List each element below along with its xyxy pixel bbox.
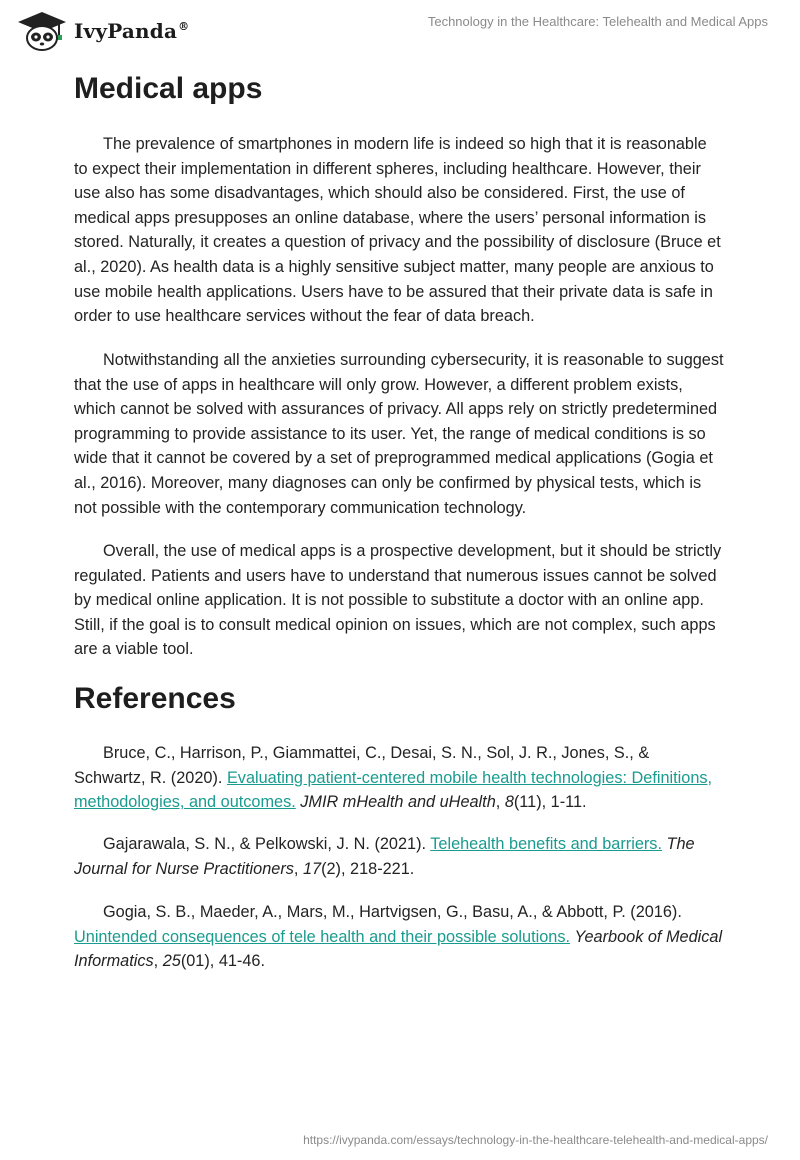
reference-item: Bruce, C., Harrison, P., Giammattei, C., Desai, S. N., Sol, J. R., Jones, S., & Schwartz, R. (2020). Evaluating patient-centered mobile health technologies: Definitions, methodologies, and outcomes. JMIR mHealth and uHealth, 8(11), 1-11. [74,744,713,812]
reference-link[interactable]: Telehealth benefits and barriers. [430,835,662,853]
reference-journal: Yearbook of Medical Informatics [74,927,723,971]
reference-volume: 25 [162,952,181,971]
reference-item: Gogia, S. B., Maeder, A., Mars, M., Hartvigsen, G., Basu, A., & Abbott, P. (2016). Unintended consequences of tele health and their possible solutions. Yearbook of Medical Informatics, 25(01), 41-46. [74,903,723,971]
reference-link[interactable]: Unintended consequences of tele health and their possible solutions. [74,927,571,946]
panda-graduate-icon [14,10,70,52]
reference-journal: The Journal for Nurse Practitioners [74,835,695,878]
paragraph-3: Overall, the use of medical apps is a prospective development, but it should be strictly regulated. Patients and users have to understand that numerous issues cannot be solved by medical online application. It is not possible to substitute a doctor with an online app. Still, if the goal is to consult medical opinion on issues, which are not complex, such apps are a viable tool. [74,542,722,659]
reference-volume: 17 [302,859,322,878]
reference-authors: Bruce, C., Harrison, P., Giammattei, C., Desai, S. N., Sol, J. R., Jones, S., & Schwartz, R. (2020). [74,744,650,787]
section-heading-medical-apps: Medical apps [74,72,263,105]
reference-item: Gajarawala, S. N., & Pelkowski, J. N. (2021). Telehealth benefits and barriers. The Journal for Nurse Practitioners, 17(2), 218-221. [74,835,695,878]
reference-issue-pages: (11), 1-11. [513,793,587,812]
source-url: https://ivypanda.com/essays/technology-in-the-healthcare-telehealth-and-medical-apps/ [303,1133,768,1147]
reference-authors: Gajarawala, S. N., & Pelkowski, J. N. (2021). [103,835,427,853]
reference-journal: JMIR mHealth and uHealth [300,793,496,812]
paragraph-1: The prevalence of smartphones in modern life is indeed so high that it is reasonable to expect their implementation in different spheres, including healthcare. However, their use also has some disadvantages, which should also be considered. First, the use of medical apps presupposes an online database, where the users’ personal information is stored. Naturally, it creates a question of privacy and the possibility of disclosure (Bruce et al., 2020). As health data is a highly sensitive subject matter, many people are anxious to use mobile health applications. Users have to be assured that their private data is safe in order to use healthcare services without the fear of data breach. [74,135,721,326]
reference-issue-pages: (01), 41-46. [180,952,265,971]
brand-logo[interactable] [14,10,189,52]
reference-issue-pages: (2), 218-221. [321,859,415,878]
running-title: Technology in the Healthcare: Telehealth and Medical Apps [427,14,768,29]
reference-authors: Gogia, S. B., Maeder, A., Mars, M., Hartvigsen, G., Basu, A., & Abbott, P. (2016). [103,903,682,921]
reference-volume: 8 [504,793,514,812]
paragraph-2: Notwithstanding all the anxieties surrounding cybersecurity, it is reasonable to suggest that the use of apps in healthcare will only grow. However, a different problem exists, which cannot be solved with assurances of privacy. All apps rely on strictly predetermined programming to provide assistance to its user. Yet, the range of medical conditions is so wide that it cannot be covered by a set of preprogrammed medical applications (Gogia et al., 2016). Moreover, many diagnoses can only be confirmed by physical tests, which is not possible with the contemporary communication technology. [74,351,724,517]
reference-link[interactable]: Evaluating patient-centered mobile health technologies: Definitions, methodologies, and outcomes. [74,768,713,812]
section-heading-references: References [74,682,236,715]
brand-name: IvyPanda® [74,19,190,43]
